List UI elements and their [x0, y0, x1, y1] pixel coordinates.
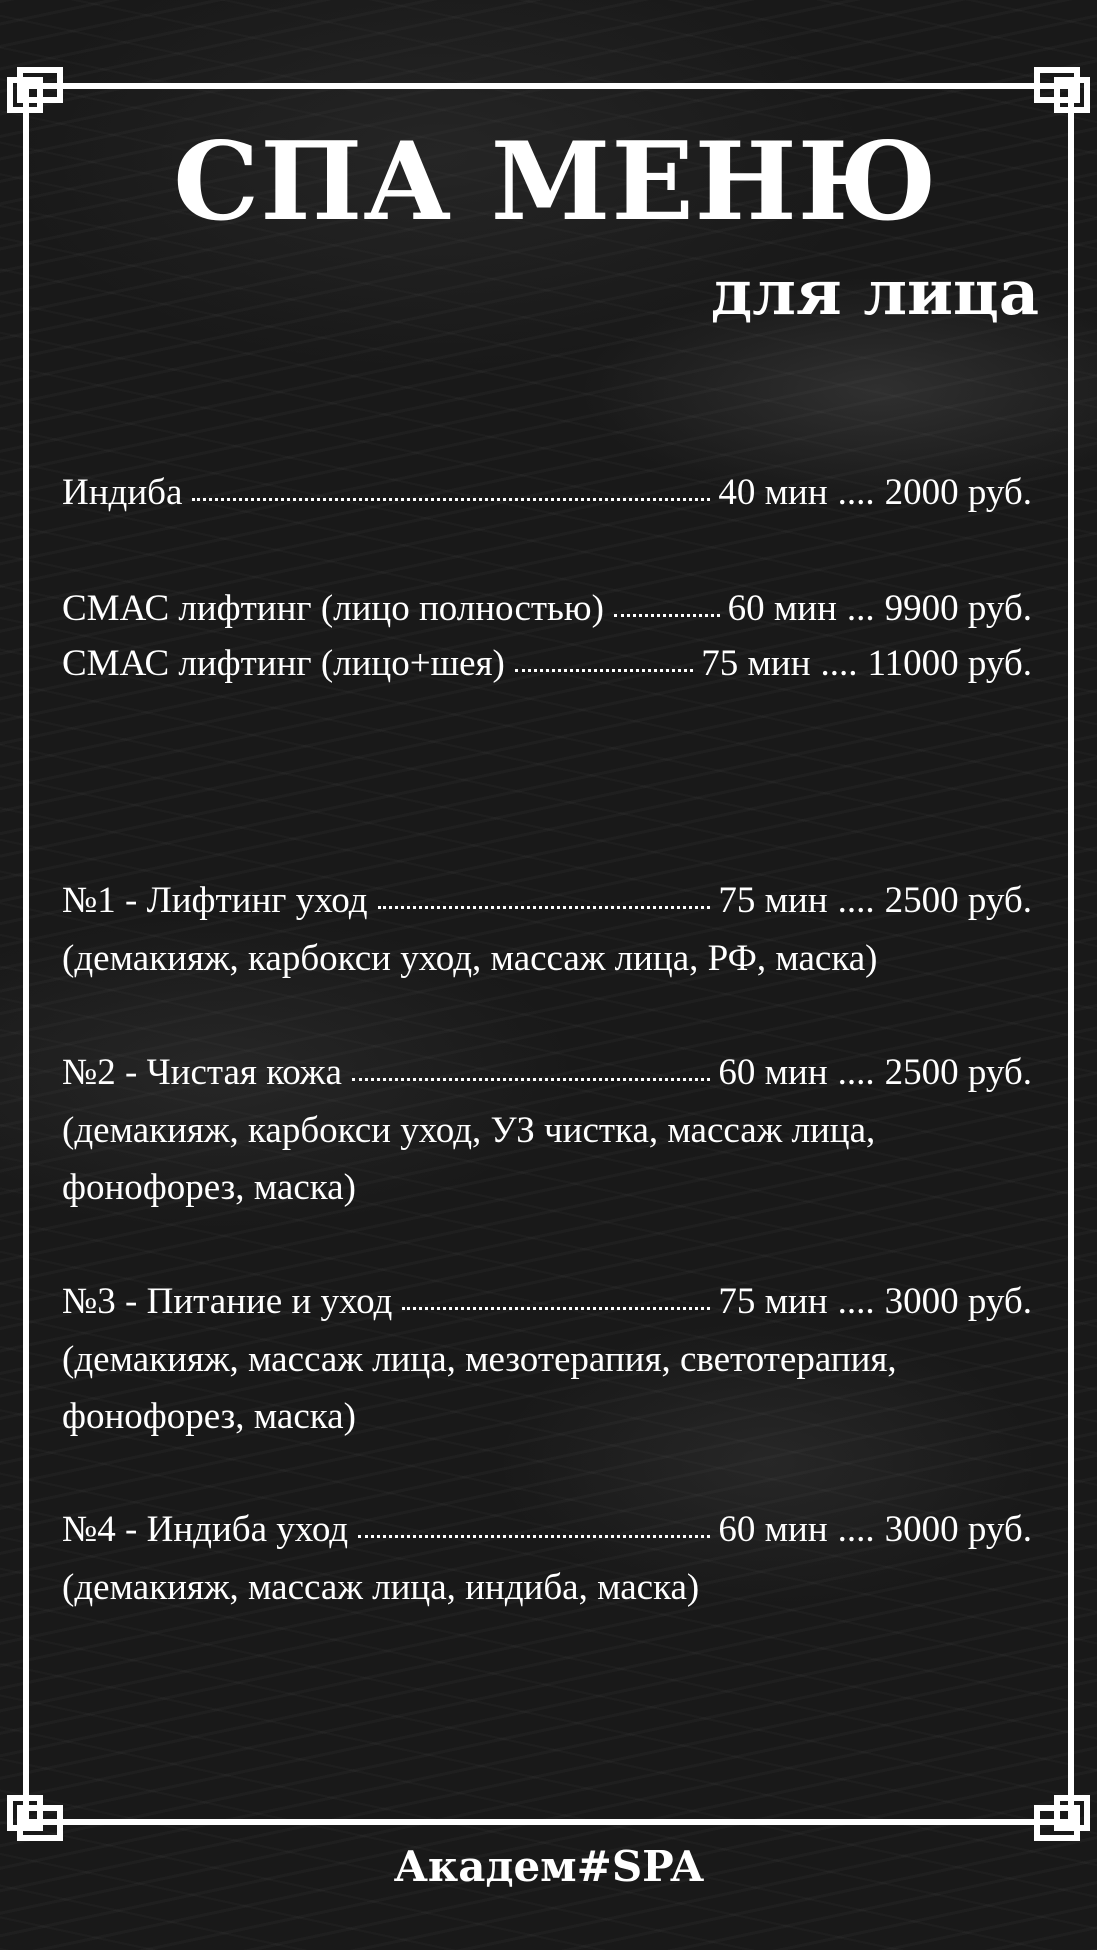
service-price: 9900 руб. — [884, 588, 1032, 629]
program-description: (демакияж, карбокси уход, УЗ чистка, массаж лица, фонофорез, маска) — [62, 1110, 876, 1208]
dot-leader — [358, 1535, 710, 1538]
service-line — [62, 645, 1032, 682]
separator: .... — [837, 472, 875, 513]
program-name: №2 - Чистая кожа — [62, 1052, 342, 1093]
program-line — [62, 1054, 1032, 1091]
program-price: 3000 руб. — [884, 1509, 1032, 1550]
program-duration: 75 мин — [718, 1281, 828, 1322]
corner-ornament-bottom-left — [10, 1798, 60, 1838]
page-title: СПА МЕНЮ — [173, 119, 938, 245]
separator: .... — [820, 643, 858, 684]
separator: .... — [837, 1052, 875, 1093]
separator: ... — [846, 588, 875, 629]
separator: .... — [837, 1281, 875, 1322]
dot-leader — [614, 614, 720, 617]
service-name: СМАС лифтинг (лицо полностью) — [62, 588, 604, 629]
service-price: 2000 руб. — [884, 472, 1032, 513]
service-name: Индиба — [62, 472, 183, 513]
program-duration: 75 мин — [718, 880, 828, 921]
program-name: №4 - Индиба уход — [62, 1509, 349, 1550]
program-price: 2500 руб. — [884, 880, 1032, 921]
separator: .... — [837, 880, 875, 921]
service-price: 11000 руб. — [867, 643, 1032, 684]
program-duration: 60 мин — [718, 1052, 828, 1093]
corner-ornament-bottom-right — [1037, 1798, 1087, 1838]
dot-leader — [402, 1307, 710, 1310]
program-description: (демакияж, карбокси уход, массаж лица, РФ, маска) — [62, 938, 878, 979]
page-subtitle: для лица — [710, 256, 1039, 329]
brand-footer: Академ#SPA — [393, 1842, 704, 1891]
dot-leader — [378, 906, 711, 909]
dot-leader — [192, 498, 710, 501]
service-duration: 75 мин — [701, 643, 811, 684]
dot-leader — [515, 669, 693, 672]
program-name: №1 - Лифтинг уход — [62, 880, 368, 921]
program-price: 2500 руб. — [884, 1052, 1032, 1093]
program-price: 3000 руб. — [884, 1281, 1032, 1322]
program-line — [62, 1283, 1032, 1320]
service-duration: 60 мин — [727, 588, 837, 629]
separator: .... — [837, 1509, 875, 1550]
corner-ornament-top-right — [1037, 70, 1087, 110]
program-description: (демакияж, массаж лица, мезотерапия, светотерапия, фонофорез, маска) — [62, 1339, 897, 1437]
program-line — [62, 1511, 1032, 1548]
service-name: СМАС лифтинг (лицо+шея) — [62, 643, 505, 684]
dot-leader — [352, 1078, 711, 1081]
program-description: (демакияж, массаж лица, индиба, маска) — [62, 1567, 700, 1608]
program-duration: 60 мин — [718, 1509, 828, 1550]
service-line — [62, 590, 1032, 627]
program-line — [62, 882, 1032, 919]
service-duration: 40 мин — [718, 472, 828, 513]
program-name: №3 - Питание и уход — [62, 1281, 393, 1322]
corner-ornament-top-left — [10, 70, 60, 110]
service-line — [62, 474, 1032, 511]
